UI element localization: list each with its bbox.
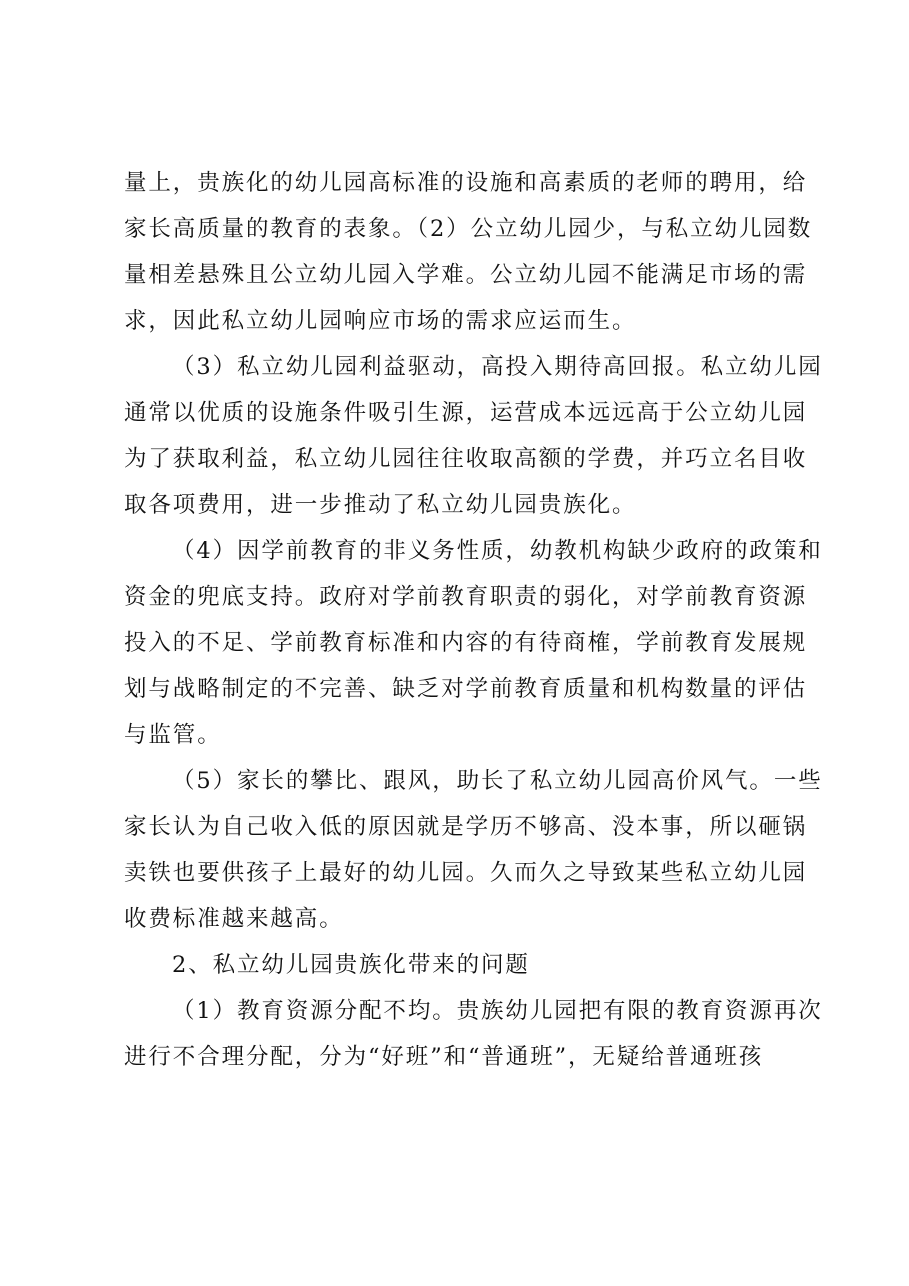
text-line: 收费标准越来越高。 [124, 906, 344, 932]
text-line: 资金的兜底支持。政府对学前教育职责的弱化，对学前教育资源 [124, 584, 808, 610]
text-line: 家长认为自己收入低的原因就是学历不够高、没本事，所以砸锅 [124, 814, 808, 840]
paragraph [124, 344, 824, 528]
text-line: 卖铁也要供孩子上最好的幼儿园。久而久之导致某些私立幼儿园 [124, 860, 808, 886]
text-line: 家长高质量的教育的表象。（2）公立幼儿园少，与私立幼儿园数 [124, 216, 813, 242]
section-heading [124, 942, 824, 988]
paragraph [124, 988, 824, 1080]
text-line: 进行不合理分配，分为“好班”和“普通班”，无疑给普通班孩 [124, 1044, 764, 1070]
text-line: 取各项费用，进一步推动了私立幼儿园贵族化。 [124, 492, 637, 518]
paragraph [124, 160, 824, 344]
text-line: 划与战略制定的不完善、缺乏对学前教育质量和机构数量的评估 [124, 676, 808, 702]
text-line: 投入的不足、学前教育标准和内容的有待商榷，学前教育发展规 [124, 630, 808, 656]
text-line: （3）私立幼儿园利益驱动，高投入期待高回报。私立幼儿园 [172, 354, 823, 380]
text-line: 2、私立幼儿园贵族化带来的问题 [172, 952, 530, 978]
text-line: （1）教育资源分配不均。贵族幼儿园把有限的教育资源再次 [172, 998, 823, 1024]
text-line: 与监管。 [124, 722, 222, 748]
text-line: 量上，贵族化的幼儿园高标准的设施和高素质的老师的聘用，给 [124, 170, 808, 196]
text-line: 通常以优质的设施条件吸引生源，运营成本远远高于公立幼儿园 [124, 400, 808, 426]
text-line: 为了获取利益，私立幼儿园往往收取高额的学费，并巧立名目收 [124, 446, 808, 472]
text-line: 求，因此私立幼儿园响应市场的需求应运而生。 [124, 308, 637, 334]
text-line: （5）家长的攀比、跟风，助长了私立幼儿园高价风气。一些 [172, 768, 823, 794]
text-line: 量相差悬殊且公立幼儿园入学难。公立幼儿园不能满足市场的需 [124, 262, 808, 288]
document-body [124, 160, 824, 1080]
text-line: （4）因学前教育的非义务性质，幼教机构缺少政府的政策和 [172, 538, 823, 564]
paragraph [124, 528, 824, 758]
paragraph [124, 758, 824, 942]
